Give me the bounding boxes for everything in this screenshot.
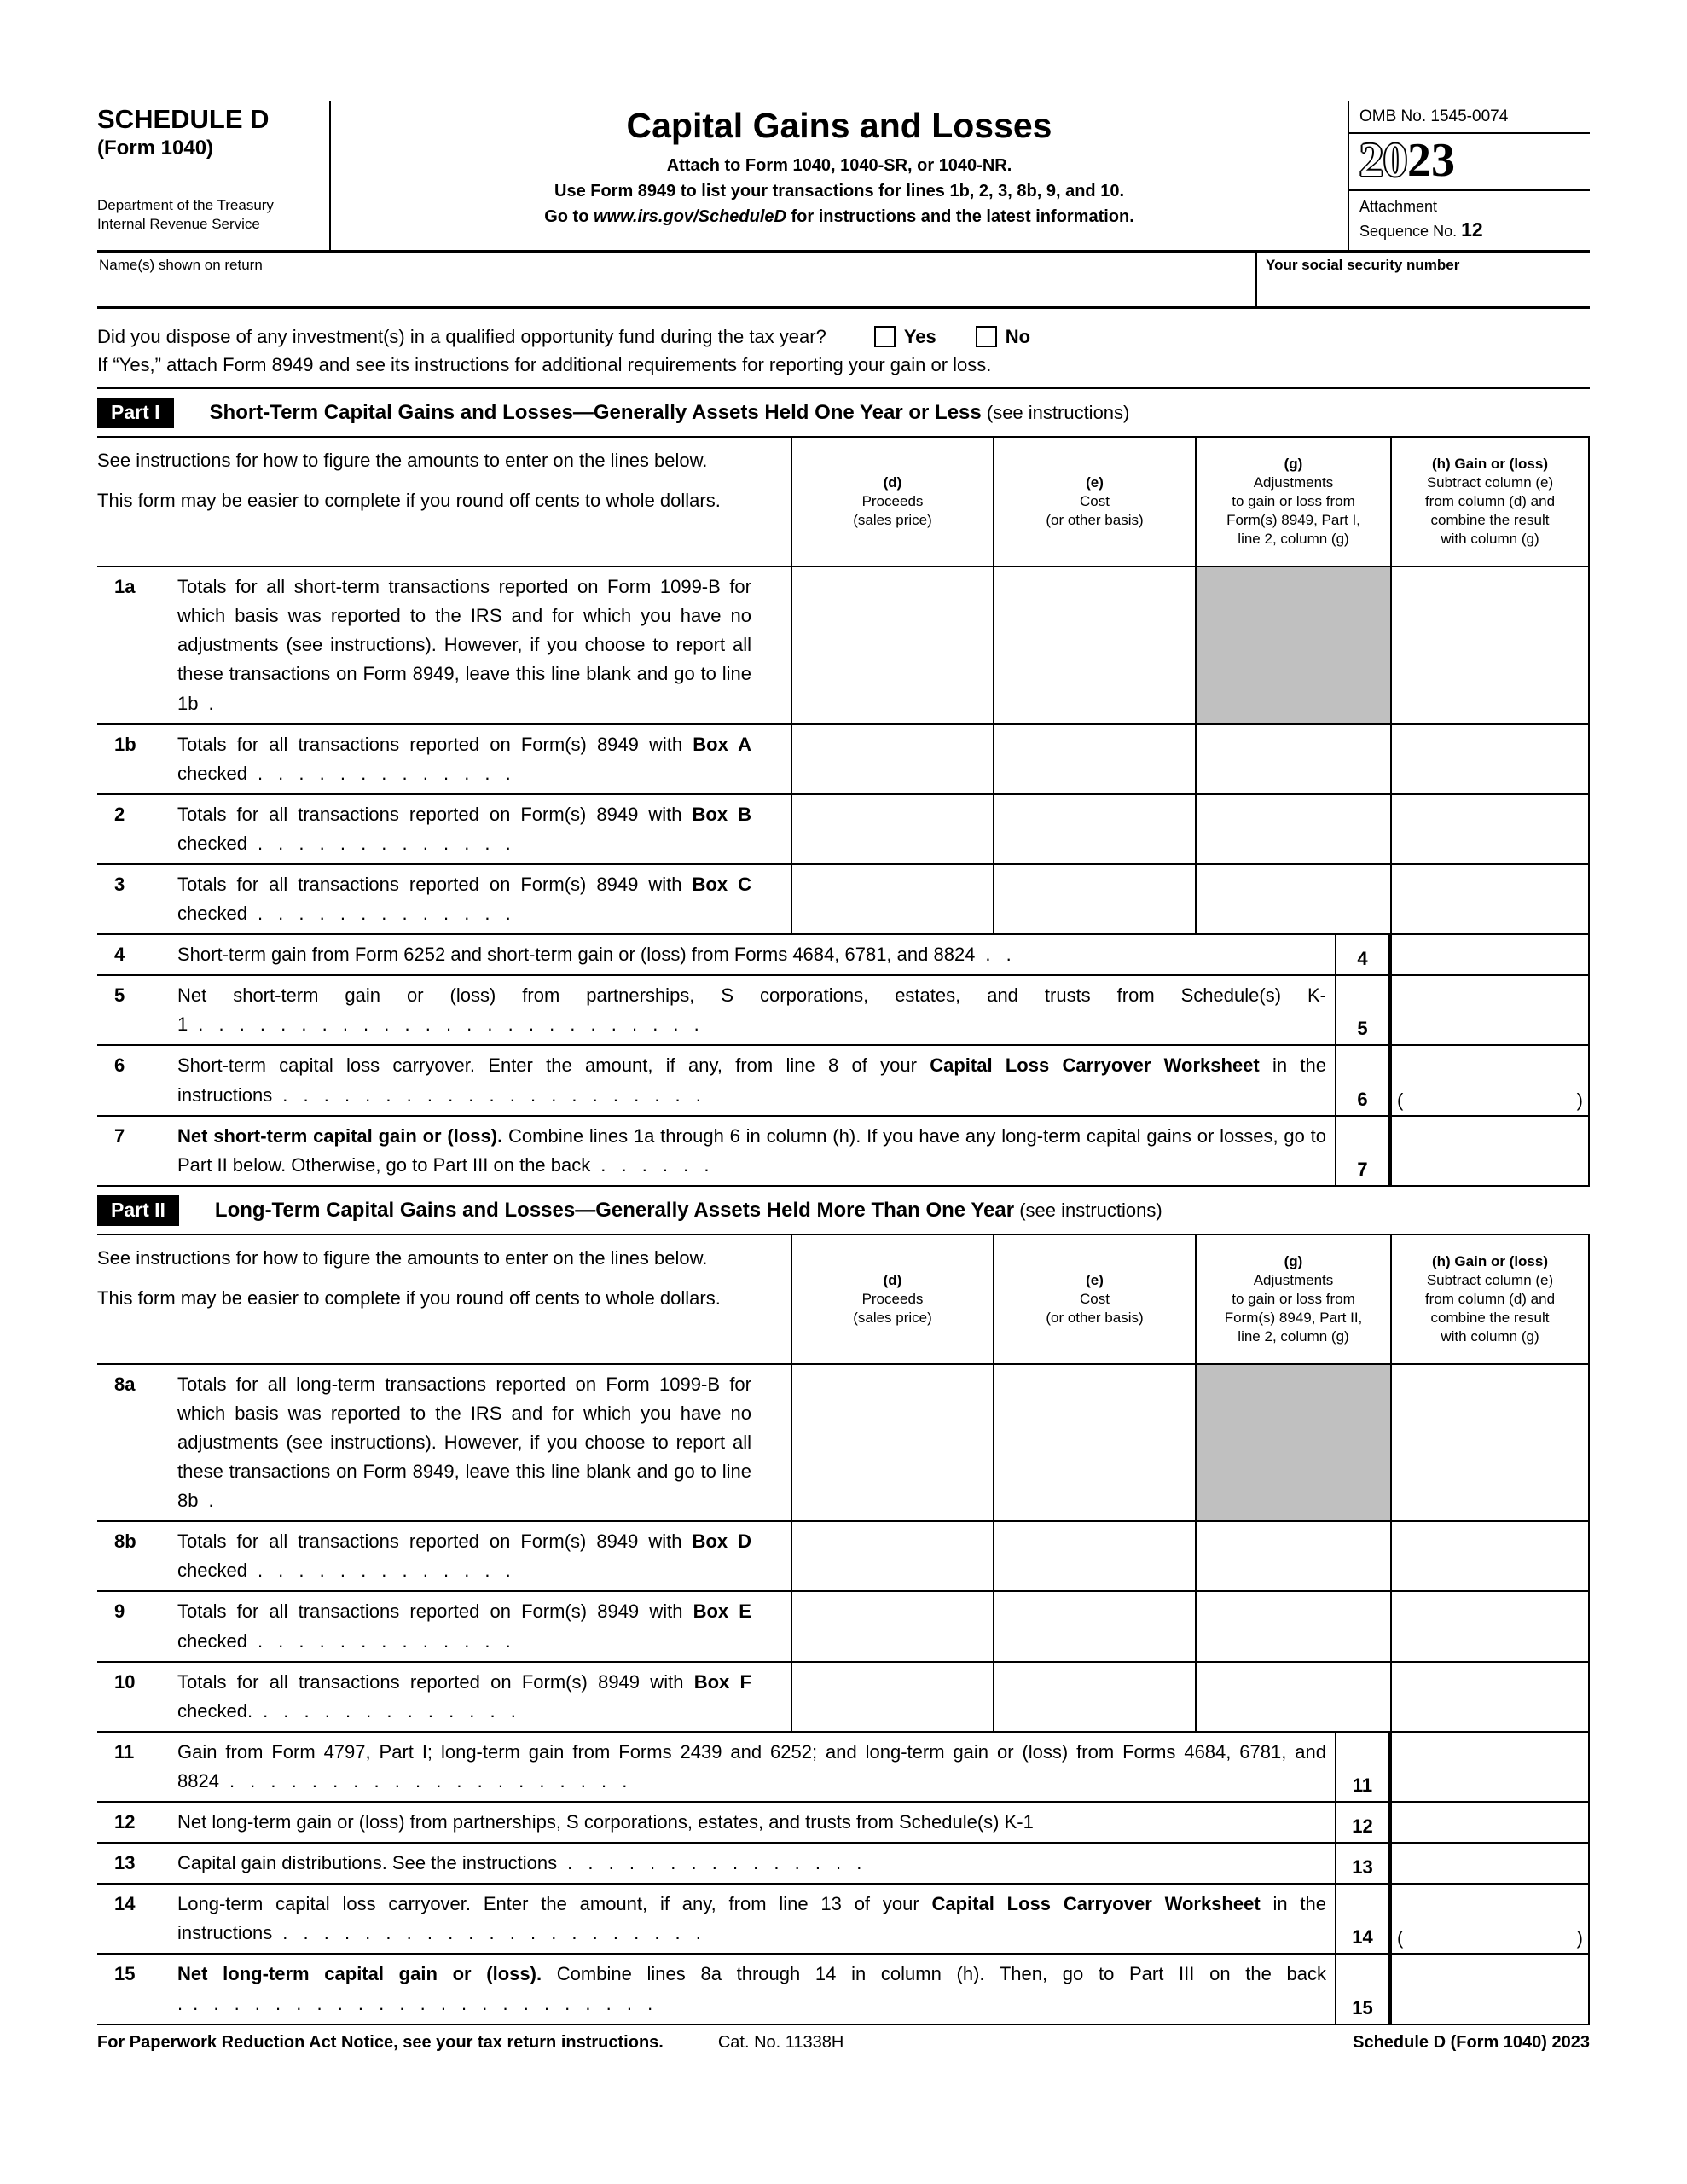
table-row-4	[97, 935, 1590, 976]
line-3-cost-input[interactable]	[993, 865, 1195, 933]
goto-prefix: Go to	[544, 207, 594, 226]
table-row-8b	[97, 1522, 1590, 1592]
irs-label: Internal Revenue Service	[97, 216, 260, 233]
line-8a-description: Totals for all long-term transactions reported on Form 1099-B for which basis was reported to the IRS and for which you have no adjustments (see instructions). However, if you choose to report all these transactions on Form 8949, leave this line blank and go to line 8b .	[177, 1373, 751, 1512]
column-header-cost: (e) Cost (or other basis)	[993, 1235, 1195, 1363]
column-header-proceeds: (d) Proceeds (sales price)	[791, 438, 993, 566]
line-10-proceeds-input[interactable]	[791, 1663, 993, 1731]
line-1a-proceeds-input[interactable]	[791, 567, 993, 723]
line-8a-cost-input[interactable]	[993, 1365, 1195, 1520]
year-outline-digits: 20	[1359, 134, 1407, 187]
line-number-7: 7	[114, 1124, 125, 1147]
identity-row	[97, 253, 1590, 309]
line-number-14: 14	[114, 1893, 136, 1915]
part1-see-instructions: (see instructions)	[981, 402, 1130, 424]
sequence-text: Sequence No.	[1359, 223, 1462, 241]
table-row-11	[97, 1733, 1590, 1803]
part2-intro-line2: This form may be easier to complete if you round off cents to whole dollars.	[97, 1287, 721, 1309]
part1-table	[97, 436, 1590, 1187]
table-row-5	[97, 976, 1590, 1046]
line-1a-cost-input[interactable]	[993, 567, 1195, 723]
line-13-amount-input[interactable]	[1390, 1844, 1590, 1883]
part2-badge: Part II	[97, 1195, 179, 1226]
line-number-5: 5	[114, 985, 125, 1007]
line-14-number-box: 14	[1335, 1885, 1390, 1953]
column-header-cost: (e) Cost (or other basis)	[993, 438, 1195, 566]
omb-number: OMB No. 1545-0074	[1349, 101, 1590, 134]
goto-suffix: for instructions and the latest information.	[786, 207, 1134, 226]
line-1a-adjustments-shaded-cell	[1195, 567, 1390, 723]
line-8a-adjustments-shaded-cell	[1195, 1365, 1390, 1520]
ssn-label: Your social security number	[1266, 257, 1460, 274]
part1-column-header-row	[97, 438, 1590, 567]
table-row-8a	[97, 1365, 1590, 1522]
line-8b-adjustments-input[interactable]	[1195, 1522, 1390, 1590]
table-row-12	[97, 1803, 1590, 1844]
line-1b-proceeds-input[interactable]	[791, 725, 993, 793]
schedule-label: SCHEDULE D	[97, 104, 270, 134]
line-6-description: Short-term capital loss carryover. Enter the amount, if any, from line 8 of your Capital Loss Carryover Worksheet in the instructions . . . . . . . . . . . . . . . . . . . . .	[177, 1054, 1326, 1106]
line-number-10: 10	[114, 1670, 136, 1693]
part1-header	[97, 389, 1590, 436]
table-row-1a	[97, 567, 1590, 724]
name-label: Name(s) shown on return	[99, 257, 263, 274]
goto-instruction	[351, 204, 1327, 229]
form-header	[97, 101, 1590, 253]
line-10-adjustments-input[interactable]	[1195, 1663, 1390, 1731]
open-paren: (	[1397, 1927, 1404, 1949]
no-label: No	[1005, 326, 1031, 348]
line-12-amount-input[interactable]	[1390, 1803, 1590, 1842]
line-number-3: 3	[114, 873, 125, 895]
line-number-12: 12	[114, 1811, 136, 1833]
line-number-6: 6	[114, 1054, 125, 1077]
yes-checkbox[interactable]	[874, 326, 896, 347]
line-4-number-box: 4	[1335, 935, 1390, 974]
line-12-number-box: 12	[1335, 1803, 1390, 1842]
line-9-gain-input[interactable]	[1390, 1592, 1590, 1660]
line-7-description: Net short-term capital gain or (loss). Combine lines 1a through 6 in column (h). If you have any long-term capital gains or losses, go to Part II below. Otherwise, go to Part III on the back . . . . . .	[177, 1124, 1326, 1176]
line-5-amount-input[interactable]	[1390, 976, 1590, 1044]
qof-question-block	[97, 309, 1590, 389]
line-number-1a: 1a	[114, 576, 136, 598]
line-2-gain-input[interactable]	[1390, 795, 1590, 863]
line-1b-description: Totals for all transactions reported on Form(s) 8949 with Box A checked . . . . . . . . . . . . .	[177, 733, 751, 784]
line-12-description: Net long-term gain or (loss) from partnerships, S corporations, estates, and trusts from Schedule(s) K-1	[177, 1811, 1034, 1833]
paperwork-reduction-notice: For Paperwork Reduction Act Notice, see your tax return instructions.	[97, 2032, 664, 2052]
form-8949-instruction: Use Form 8949 to list your transactions for lines 1b, 2, 3, 8b, 9, and 10.	[554, 182, 1124, 200]
part2-title	[215, 1199, 1162, 1223]
line-1a-gain-input[interactable]	[1390, 567, 1590, 723]
table-row-6	[97, 1046, 1590, 1116]
column-header-gain-loss: (h) Gain or (loss) Subtract column (e) from column (d) and combine the result with column (g)	[1390, 438, 1590, 566]
line-8b-cost-input[interactable]	[993, 1522, 1195, 1590]
line-4-amount-input[interactable]	[1390, 935, 1590, 974]
line-2-proceeds-input[interactable]	[791, 795, 993, 863]
open-paren: (	[1397, 1089, 1404, 1111]
sequence-label	[1359, 217, 1581, 243]
table-row-1b	[97, 725, 1590, 795]
column-header-adjustments: (g) Adjustments to gain or loss from Form(s) 8949, Part II, line 2, column (g)	[1195, 1235, 1390, 1363]
sequence-number: 12	[1461, 218, 1483, 241]
line-11-description: Gain from Form 4797, Part I; long-term gain from Forms 2439 and 6252; and long-term gain or (loss) from Forms 4684, 6781, and 8824 . . . . . . . . . . . . . . . . . . . .	[177, 1740, 1326, 1792]
line-number-4: 4	[114, 944, 125, 966]
table-row-14	[97, 1885, 1590, 1955]
column-header-gain-loss: (h) Gain or (loss) Subtract column (e) from column (d) and combine the result with column (g)	[1390, 1235, 1590, 1363]
form-header-right	[1348, 101, 1590, 250]
line-10-gain-input[interactable]	[1390, 1663, 1590, 1731]
line-15-number-box: 15	[1335, 1955, 1390, 2023]
yes-label: Yes	[903, 326, 936, 348]
form-footer	[97, 2025, 1590, 2053]
line-8a-gain-input[interactable]	[1390, 1365, 1590, 1520]
part2-header	[97, 1187, 1590, 1234]
line-3-proceeds-input[interactable]	[791, 865, 993, 933]
part2-column-header-row	[97, 1235, 1590, 1365]
line-13-number-box: 13	[1335, 1844, 1390, 1883]
line-7-amount-input[interactable]	[1390, 1117, 1590, 1185]
column-header-proceeds: (d) Proceeds (sales price)	[791, 1235, 993, 1363]
line-number-9: 9	[114, 1600, 125, 1623]
tax-year	[1349, 134, 1590, 191]
year-solid-digits: 23	[1407, 134, 1455, 187]
line-2-adjustments-input[interactable]	[1195, 795, 1390, 863]
part2-table	[97, 1234, 1590, 2025]
qof-question-text: Did you dispose of any investment(s) in a qualified opportunity fund during the tax year?	[97, 326, 826, 348]
line-6-amount-input[interactable]	[1390, 1046, 1590, 1114]
line-number-2: 2	[114, 803, 125, 825]
line-11-number-box: 11	[1335, 1733, 1390, 1801]
part1-badge: Part I	[97, 398, 174, 428]
part1-intro-line1: See instructions for how to figure the amounts to enter on the lines below.	[97, 450, 708, 472]
line-14-description: Long-term capital loss carryover. Enter the amount, if any, from line 13 of your Capital Loss Carryover Worksheet in the instructions . . . . . . . . . . . . . . . . . . . . .	[177, 1893, 1326, 1944]
line-14-amount-input[interactable]	[1390, 1885, 1590, 1953]
column-header-adjustments: (g) Adjustments to gain or loss from Form(s) 8949, Part I, line 2, column (g)	[1195, 438, 1390, 566]
form-footer-id: Schedule D (Form 1040) 2023	[1353, 2032, 1590, 2052]
line-6-number-box: 6	[1335, 1046, 1390, 1114]
table-row-2	[97, 795, 1590, 865]
line-number-1b: 1b	[114, 733, 136, 755]
line-13-description: Capital gain distributions. See the instructions . . . . . . . . . . . . . . .	[177, 1852, 867, 1874]
part2-intro-line1: See instructions for how to figure the amounts to enter on the lines below.	[97, 1246, 708, 1269]
form-title: Capital Gains and Losses	[626, 106, 1052, 145]
line-7-number-box: 7	[1335, 1117, 1390, 1185]
attach-instruction: Attach to Form 1040, 1040-SR, or 1040-NR.	[666, 156, 1012, 175]
line-9-proceeds-input[interactable]	[791, 1592, 993, 1660]
agency-label	[97, 196, 317, 234]
qof-question-line	[97, 322, 1590, 351]
line-5-number-box: 5	[1335, 976, 1390, 1044]
name-field[interactable]	[97, 253, 1255, 306]
line-4-description: Short-term gain from Form 6252 and short-term gain or (loss) from Forms 4684, 6781, and 8824 . .	[177, 944, 1017, 966]
part1-title-text: Short-Term Capital Gains and Losses—Generally Assets Held One Year or Less	[209, 401, 982, 425]
line-1b-cost-input[interactable]	[993, 725, 1195, 793]
line-9-cost-input[interactable]	[993, 1592, 1195, 1660]
attachment-sequence	[1349, 191, 1590, 250]
line-15-description: Net long-term capital gain or (loss). Combine lines 8a through 14 in column (h). Then, go to Part III on the back . . . . . . . . . . . . . . . . . . . . . . . .	[177, 1963, 1326, 2014]
line-1b-adjustments-input[interactable]	[1195, 725, 1390, 793]
line-2-description: Totals for all transactions reported on Form(s) 8949 with Box B checked . . . . . . . . . . . . .	[177, 803, 751, 854]
line-number-8b: 8b	[114, 1531, 136, 1553]
table-row-10	[97, 1663, 1590, 1733]
table-row-13	[97, 1844, 1590, 1885]
ssn-field[interactable]	[1255, 253, 1590, 306]
table-row-7	[97, 1117, 1590, 1187]
table-row-3	[97, 865, 1590, 935]
table-row-15	[97, 1955, 1590, 2024]
part1-title	[210, 401, 1130, 425]
attachment-label: Attachment	[1359, 197, 1438, 215]
close-paren: )	[1576, 1927, 1583, 1949]
line-3-gain-input[interactable]	[1390, 865, 1590, 933]
qof-note: If “Yes,” attach Form 8949 and see its instructions for additional requirements for reporting your gain or loss.	[97, 354, 992, 376]
dept-treasury-label: Department of the Treasury	[97, 197, 274, 213]
part1-intro	[97, 438, 791, 566]
line-5-description: Net short-term gain or (loss) from partnerships, S corporations, estates, and trusts from Schedule(s) K-1 . . . . . . . . . . . . . . . . . . . . . . . . .	[177, 985, 1326, 1036]
line-8b-description: Totals for all transactions reported on Form(s) 8949 with Box D checked . . . . . . . . . . . . .	[177, 1531, 751, 1582]
line-1a-description: Totals for all short-term transactions reported on Form 1099-B for which basis was reported to the IRS and for which you have no adjustments (see instructions). However, if you choose to report all these transactions on Form 8949, leave this line blank and go to line 1b .	[177, 576, 751, 714]
form-header-left	[97, 101, 331, 250]
line-number-13: 13	[114, 1852, 136, 1874]
line-11-amount-input[interactable]	[1390, 1733, 1590, 1801]
line-10-cost-input[interactable]	[993, 1663, 1195, 1731]
no-checkbox[interactable]	[976, 326, 997, 347]
line-3-adjustments-input[interactable]	[1195, 865, 1390, 933]
line-8a-proceeds-input[interactable]	[791, 1365, 993, 1520]
close-paren: )	[1576, 1089, 1583, 1111]
line-8b-gain-input[interactable]	[1390, 1522, 1590, 1590]
line-10-description: Totals for all transactions reported on Form(s) 8949 with Box F checked. . . . . . . . . . . . . .	[177, 1670, 751, 1722]
line-1b-gain-input[interactable]	[1390, 725, 1590, 793]
line-2-cost-input[interactable]	[993, 795, 1195, 863]
form-number-label: (Form 1040)	[97, 136, 214, 160]
catalog-number: Cat. No. 11338H	[717, 2032, 844, 2052]
line-8b-proceeds-input[interactable]	[791, 1522, 993, 1590]
part2-see-instructions: (see instructions)	[1014, 1199, 1162, 1221]
line-number-8a: 8a	[114, 1373, 136, 1395]
form-header-center	[331, 101, 1348, 250]
part1-intro-line2: This form may be easier to complete if you round off cents to whole dollars.	[97, 490, 721, 512]
line-number-15: 15	[114, 1963, 136, 1985]
line-3-description: Totals for all transactions reported on Form(s) 8949 with Box C checked . . . . . . . . . . . . .	[177, 873, 751, 925]
part2-title-text: Long-Term Capital Gains and Losses—Generally Assets Held More Than One Year	[214, 1198, 1015, 1222]
line-9-adjustments-input[interactable]	[1195, 1592, 1390, 1660]
part2-intro	[97, 1235, 791, 1363]
table-row-9	[97, 1592, 1590, 1662]
irs-url: www.irs.gov/ScheduleD	[593, 207, 786, 226]
line-9-description: Totals for all transactions reported on Form(s) 8949 with Box E checked . . . . . . . . . . . . .	[177, 1600, 751, 1652]
line-15-amount-input[interactable]	[1390, 1955, 1590, 2023]
line-number-11: 11	[114, 1740, 135, 1763]
